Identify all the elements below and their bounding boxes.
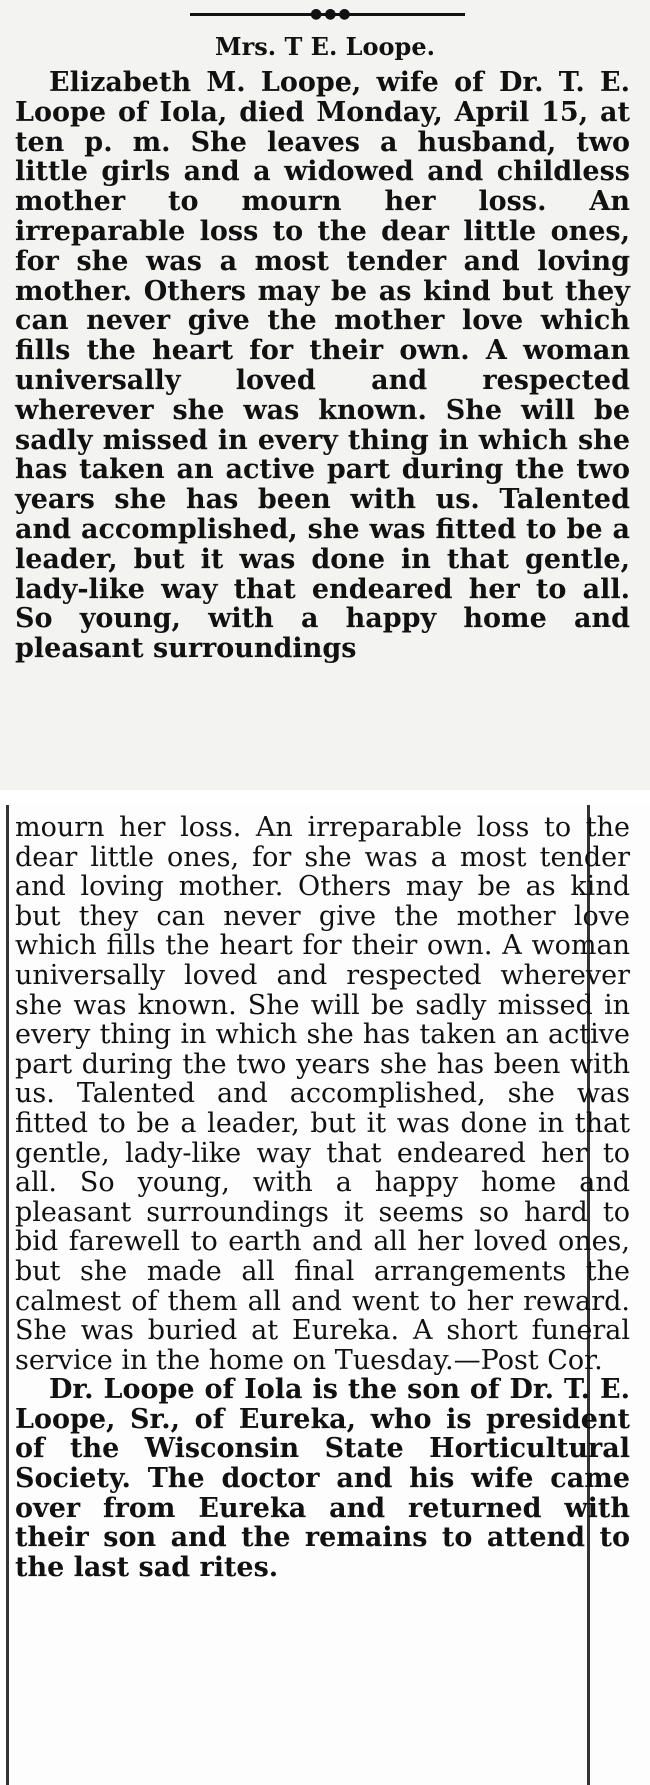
obituary-column-bottom: [15, 813, 630, 1582]
obituary-column-top: [15, 68, 630, 664]
clipping-top: [0, 0, 650, 790]
rule-ornament: ●●●: [310, 6, 353, 22]
clipping-bottom: [0, 805, 650, 1785]
obituary-headline: Mrs. T E. Loope.: [215, 32, 435, 61]
obituary-paragraph: Elizabeth M. Loope, wife of Dr. T. E. Loope of Iola, died Monday, April 15, at ten p. m. She leaves a husband, two little girls and a widowed and childless mother to mourn her loss. An irreparable loss to the dear little ones, for she was a most tender and loving mother. Others may be as kind but they can never give the mother love which fills the heart for their own. A woman universally loved and respected wherever she was known. She will be sadly missed in every thing in which she has taken an active part during the two years she has been with us. Talented and accomplished, she was fitted to be a leader, but it was done in that gentle, lady-like way that endeared her to all. So young, with a happy home and pleasant surroundings: [15, 67, 630, 665]
obituary-paragraph-continued: mourn her loss. An irreparable loss to the dear little ones, for she was a most tender and loving mother. Others may be as kind but they can never give the mother love which fills the heart for their own. A woman universally loved and respected wherever she was known. She will be sadly missed in every thing in which she has taken an active part during the two years she has been with us. Talented and accomplished, she was fitted to be a leader, but it was done in that gentle, lady-like way that endeared her to all. So young, with a happy home and pleasant surroundings it seems so hard to bid farewell to earth and all her loved ones, but she made all final arrangements the calmest of them all and went to her reward. She was buried at Eureka. A short funeral service in the home on Tuesday.—Post Cor.: [15, 812, 630, 1376]
clipping-left-edge: [6, 805, 9, 1785]
clipping-gap: [0, 790, 650, 805]
obituary-paragraph-2: Dr. Loope of Iola is the son of Dr. T. E. Loope, Sr., of Eureka, who is president of the Wisconsin State Horticultural Society. The doctor and his wife came over from Eureka and returned with their son and the remains to attend to the last sad rites.: [15, 1374, 630, 1583]
